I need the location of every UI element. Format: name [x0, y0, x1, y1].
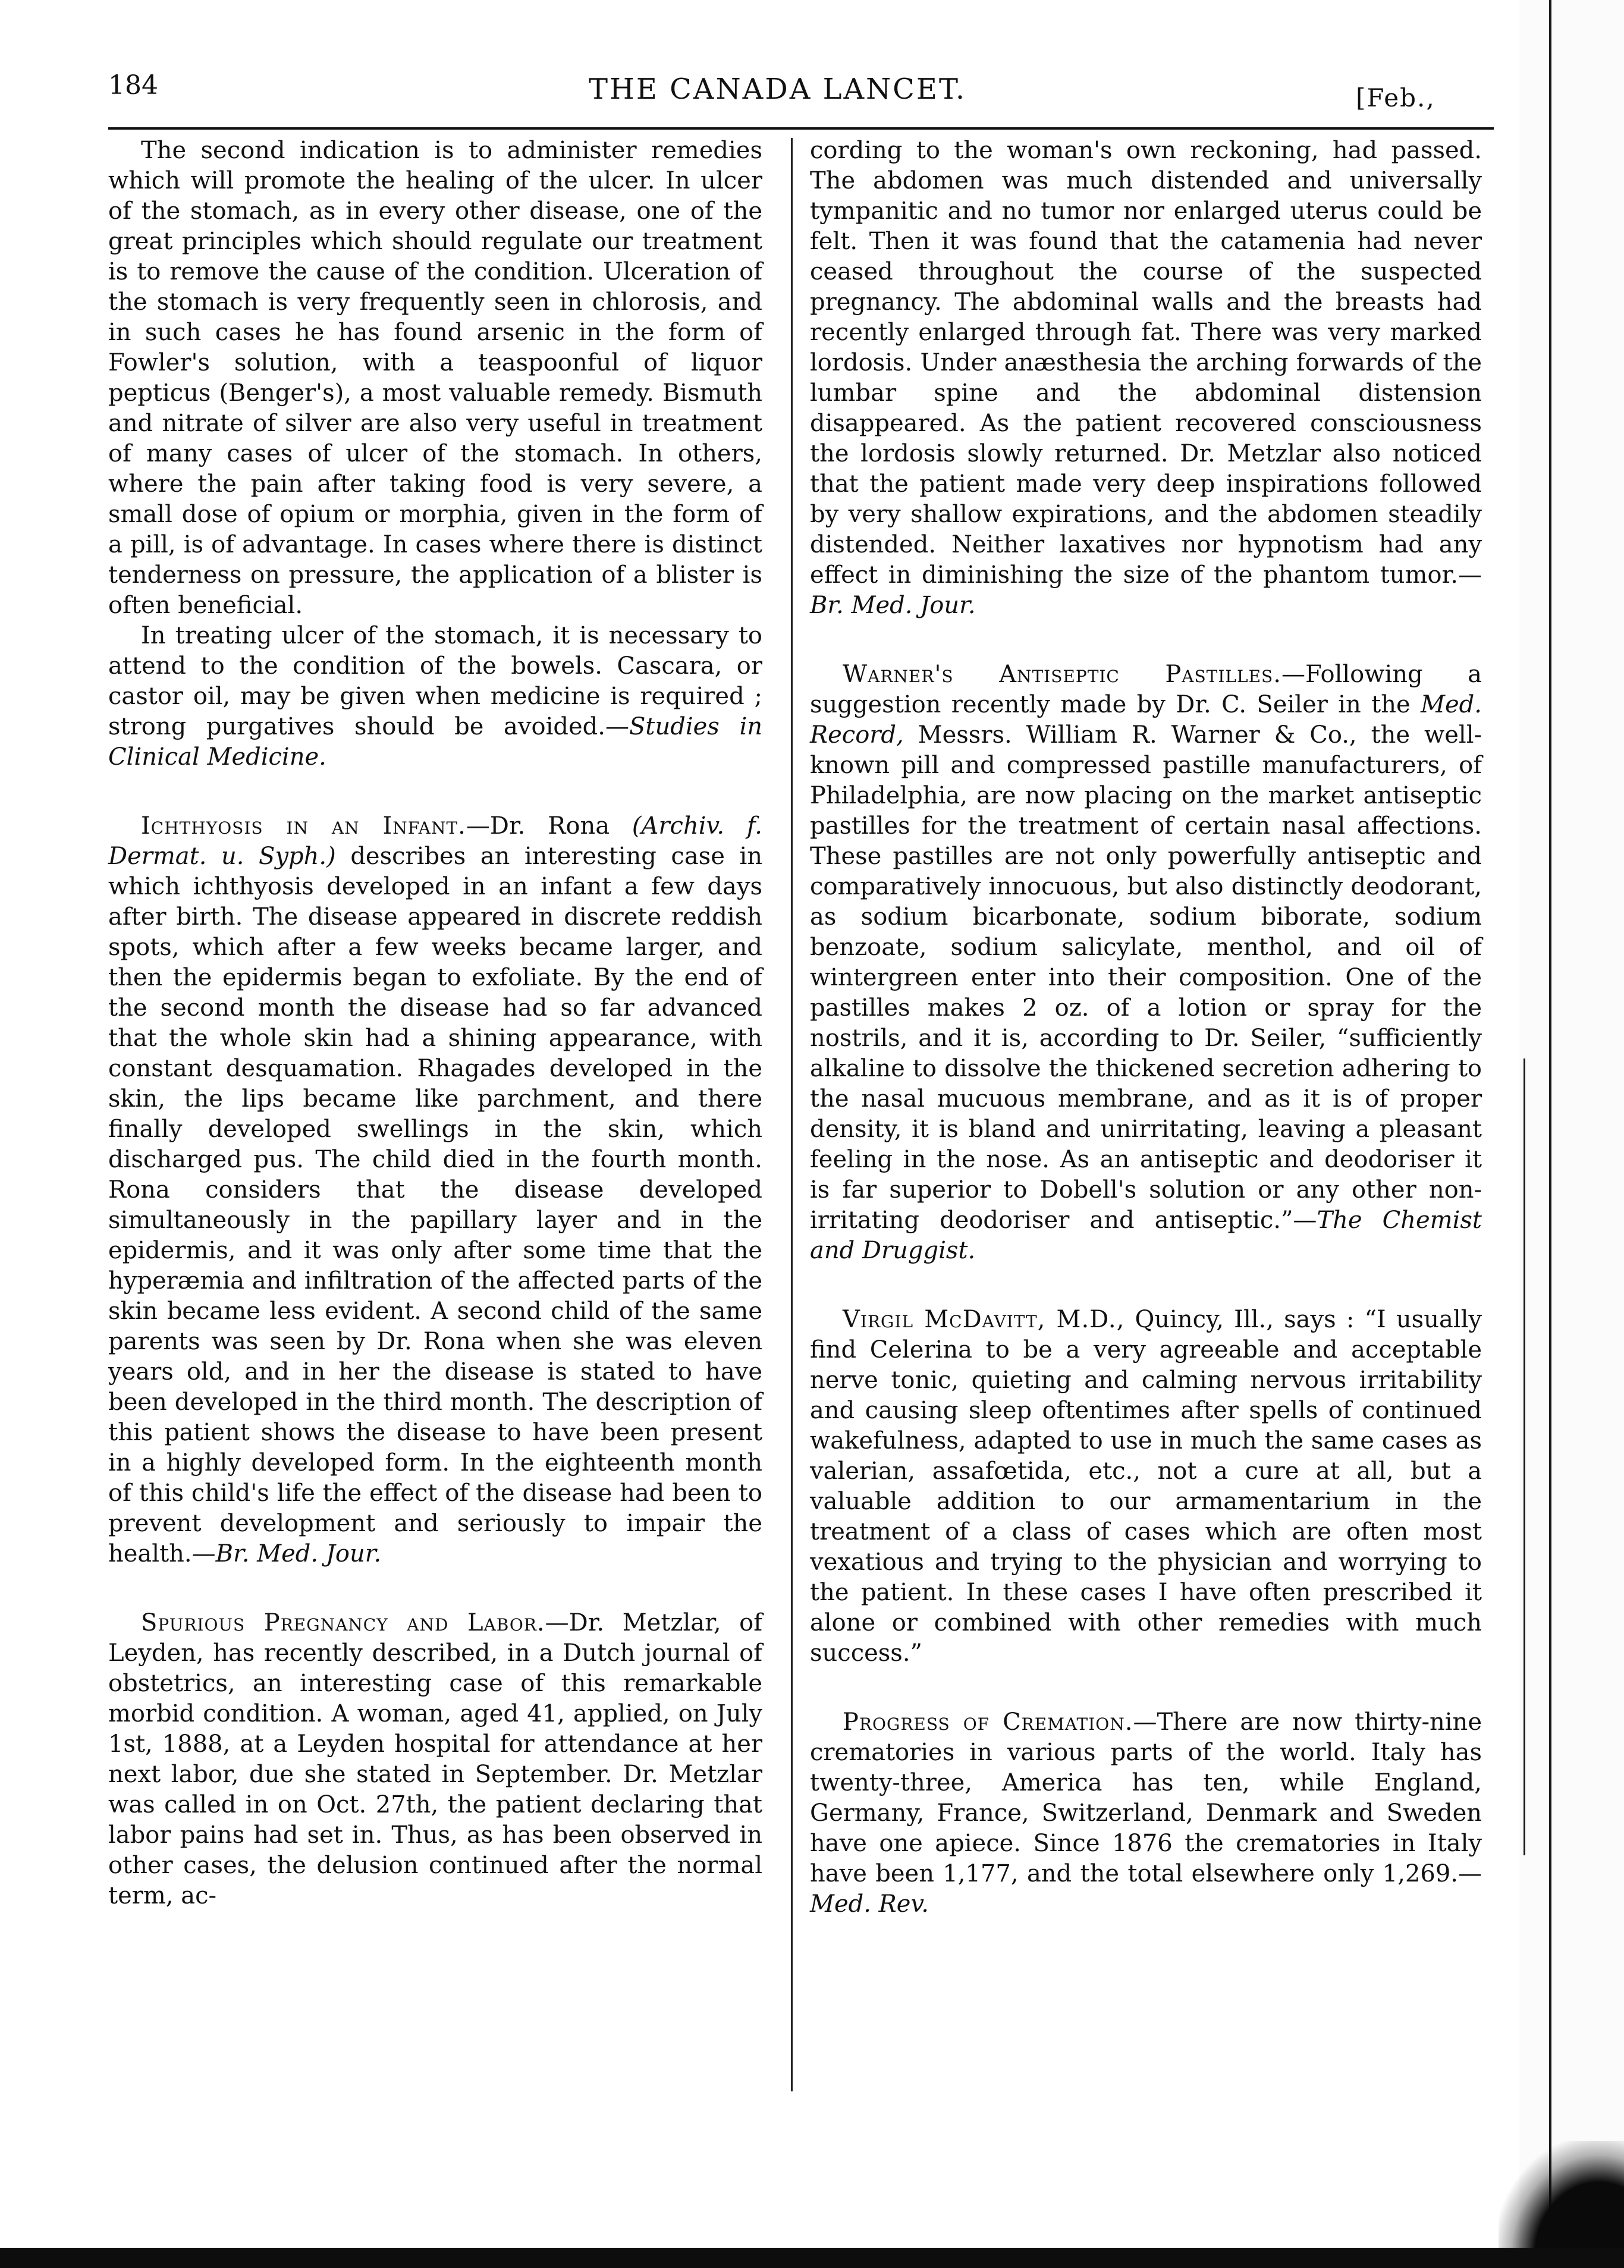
ichthyosis-reference: (Archiv. f. Dermat. u. Syph.)	[108, 812, 763, 870]
ichthyosis-article	[108, 811, 762, 1569]
warner-article	[810, 659, 1482, 1266]
ulcer-treatment-text: The second indication is to administer remedies which will promote the healing of the ulcer. In ulcer of the stomach, as in every other disease, one of the great principles which should regulate our treatment is to remove the cause of the condition. Ulceration of the stomach is very frequently seen in chlorosis, and in such cases he has found arsenic in the form of Fowler's solution, with a teaspoonful of liquor pepticus (Benger's), a most valuable remedy. Bismuth and nitrate of silver are also very useful in treatment of many cases of ulcer of the stomach. In others, where the pain after taking food is very severe, a small dose of opium or morphia, given in the form of a pill, is of advantage. In cases where there is distinct tenderness on pressure, the application of a blister is often beneficial.	[108, 137, 762, 619]
spurious-pregnancy-source: Br. Med. Jour.	[810, 592, 976, 619]
warner-reference: Med. Record,	[810, 691, 1482, 749]
warner-heading: Warner's Antiseptic Pastilles.	[843, 661, 1281, 688]
left-column	[108, 136, 762, 1911]
cremation-source: Med. Rev.	[810, 1890, 929, 1918]
mcdavitt-body: Quincy, Ill., says : “I usually find Celerina to be a very agreeable and acceptable nerve tonic, quieting and calming nervous irritability and causing sleep oftentimes after spells of continued wakefulness, adapted to use in much the same cases as valerian, assafœtida, etc., not a cure at all, but a valuable addition to our armamentarium in the treatment of a class of cases which are often most vexatious and trying to the physician and worrying to the patient. In these cases I have often prescribed it alone or combined with other remedies with much success.”	[810, 1306, 1482, 1667]
ulcer-treatment-paragraph	[108, 136, 762, 621]
cremation-article	[810, 1707, 1482, 1920]
facing-page-edge-line	[1524, 1058, 1525, 1855]
spurious-pregnancy-heading: Spurious Pregnancy and Labor.	[141, 1609, 545, 1636]
spurious-pregnancy-article	[108, 1608, 762, 1911]
binding-edge-line	[1549, 0, 1551, 2268]
header-rule	[108, 127, 1494, 130]
issue-month: [Feb.,	[1356, 83, 1435, 112]
scan-bottom-edge	[0, 2248, 1624, 2268]
ichthyosis-body: describes an interesting case in which ichthyosis developed in an infant a few days after birth. The disease appeared in discrete reddish spots, which after a few weeks became larger, and then the epidermis began to exfoliate. By the end of the second month the disease had so far advanced that the whole skin had a shining appearance, with constant desquamation. Rhagades developed in the skin, the lips became like parchment, and there finally developed swellings in the skin, which discharged pus. The child died in the fourth month. Rona considers that the disease developed simultaneously in the papillary layer and in the epidermis, and it was only after some time that the hyperæmia and infiltration of the affected parts of the skin became less evident. A second child of the same parents was seen by Dr. Rona when she was eleven years old, and in her the disease is stated to have been developed in the third month. The description of this patient shows the disease to have been present in a highly developed form. In the eighteenth month of this child's life the effect of the disease had been to prevent development and seriously to impair the health.—	[108, 843, 763, 1568]
warner-body: Messrs. William R. Warner & Co., the well-known pill and compressed pastille manufacturers, of Philadelphia, are now placing on the market antiseptic pastilles for the treatment of certain nasal affections. These pastilles are not only powerfully antiseptic and comparatively innocuous, but also distinctly deodorant, as sodium bicarbonate, sodium biborate, sodium benzoate, sodium salicylate, menthol, and oil of wintergreen enter into their composition. One of the pastilles makes 2 oz. of a lotion or spray for the nostrils, and it is, according to Dr. Seiler, “sufficiently alkaline to dissolve the thickened secretion adhering to the nasal mucuous membrane, and as it is of proper density, it is bland and unirritating, leaving a pleasant feeling in the nose. As an antiseptic and deodoriser it is far superior to Dobell's solution or any other non-irritating deodoriser and antiseptic.”—	[810, 721, 1482, 1234]
mcdavitt-article	[810, 1305, 1482, 1669]
ichthyosis-source: Br. Med. Jour.	[215, 1540, 382, 1568]
spurious-pregnancy-continued	[810, 136, 1482, 621]
warner-lead: —Following a suggestion recently made by Dr. C. Seiler in the	[810, 661, 1482, 718]
column-divider	[791, 138, 793, 2091]
ichthyosis-heading: Ichthyosis in an Infant.	[141, 812, 466, 840]
spurious-pregnancy-body: —Dr. Metzlar, of Leyden, has recently described, in a Dutch journal of obstetrics, an interesting case of this remarkable morbid condition. A woman, aged 41, applied, on July 1st, 1888, at a Leyden hospital for attendance at her next labor, due she stated in September. Dr. Metzlar was called in on Oct. 27th, the patient declaring that labor pains had set in. Thus, as has been observed in other cases, the delusion continued after the normal term, ac-	[108, 1609, 762, 1909]
warner-source: The Chemist and Druggist.	[810, 1207, 1482, 1264]
bowels-text: In treating ulcer of the stomach, it is necessary to attend to the condition of the bowels. Cascara, or castor oil, may be given when medicine is required ; strong purgatives should be avoided.—	[108, 622, 762, 740]
page-number: 184	[108, 70, 158, 100]
cremation-body: —There are now thirty-nine crematories in various parts of the world. Italy has twenty-three, America has ten, while England, Germany, France, Switzerland, Denmark and Sweden have one apiece. Since 1876 the crematories in Italy have been 1,177, and the total elsewhere only 1,269.—	[810, 1708, 1482, 1887]
spurious-pregnancy-cont-text: cording to the woman's own reckoning, had passed. The abdomen was much distended and universally tympanitic and no tumor nor enlarged uterus could be felt. Then it was found that the catamenia had never ceased throughout the course of the suspected pregnancy. The abdominal walls and the breasts had recently enlarged through fat. There was very marked lordosis. Under anæsthesia the arching forwards of the lumbar spine and the abdominal distension disappeared. As the patient recovered consciousness the lordosis slowly returned. Dr. Metzlar also noticed that the patient made very deep inspirations followed by very shallow expirations, and the abdomen steadily distended. Neither laxatives nor hypnotism had any effect in diminishing the size of the phantom tumor.—	[810, 137, 1482, 589]
ichthyosis-lead: —Dr. Rona	[466, 812, 632, 840]
bowels-source: Studies in Clinical Medicine.	[108, 713, 762, 771]
journal-title: THE CANADA LANCET.	[589, 73, 967, 106]
binding-margin	[1519, 0, 1624, 2268]
mcdavitt-heading: Virgil McDavitt, M.D.,	[843, 1306, 1125, 1333]
bowels-paragraph	[108, 621, 762, 772]
right-column	[810, 136, 1482, 1920]
cremation-heading: Progress of Cremation.	[843, 1708, 1133, 1736]
